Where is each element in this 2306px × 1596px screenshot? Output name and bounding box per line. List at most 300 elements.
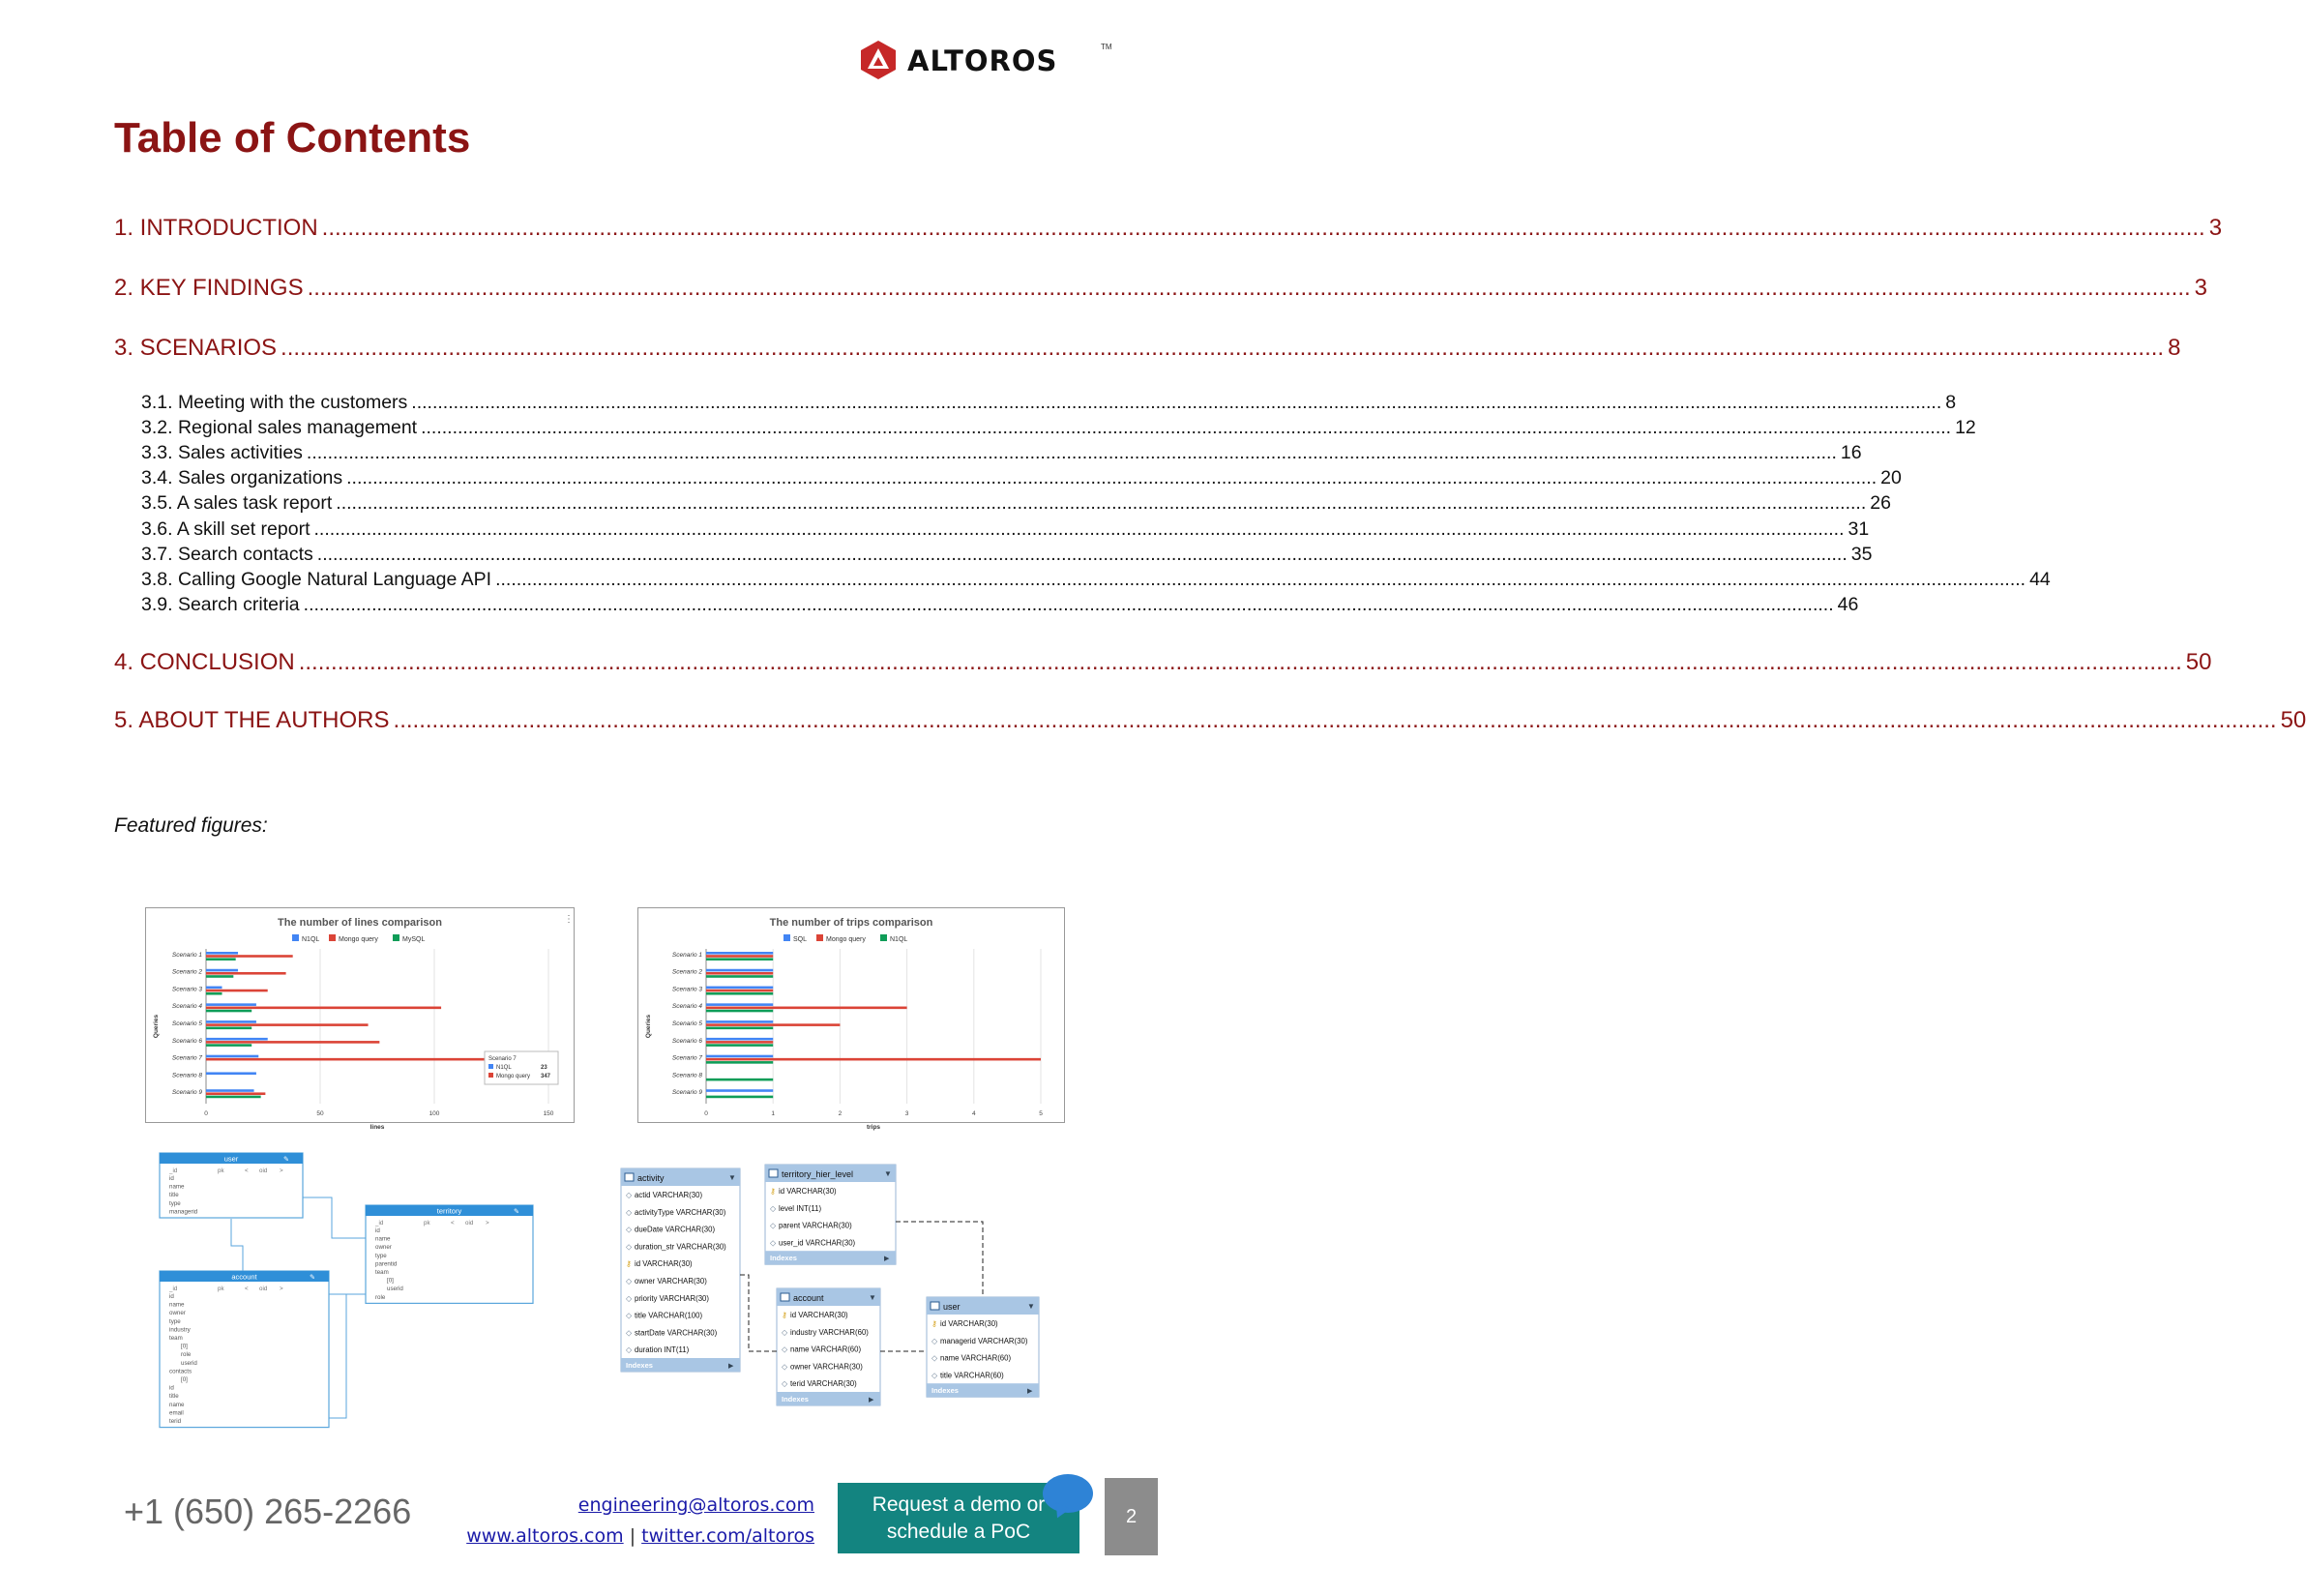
bar (706, 1023, 840, 1026)
chart-tooltip (485, 1051, 558, 1084)
bar (706, 952, 773, 955)
field-diamond-icon: ◇ (782, 1327, 788, 1337)
field-name: email (169, 1409, 184, 1417)
website-link[interactable]: www.altoros.com (466, 1525, 624, 1547)
column-header: oid (259, 1167, 268, 1174)
legend-label: MySQL (402, 936, 426, 943)
bar (706, 1055, 773, 1058)
document-model-diagram (160, 1149, 566, 1451)
x-tick-label: 50 (316, 1110, 324, 1117)
toc-entry-page: 44 (2029, 569, 2051, 590)
field-definition: dueDate VARCHAR(30) (635, 1225, 716, 1234)
user-document-table (160, 1153, 303, 1218)
dropdown-icon: ▼ (1027, 1302, 1035, 1311)
x-axis-label: trips (866, 1124, 881, 1131)
field-name: id (375, 1227, 380, 1234)
field-diamond-icon: ◇ (626, 1277, 633, 1286)
trips-comparison-chart (637, 907, 1065, 1131)
tooltip-row-name: Mongo query (496, 1074, 531, 1079)
toc-entry[interactable] (141, 492, 1891, 515)
table-title: activity (637, 1173, 665, 1183)
column-header: oid (259, 1286, 268, 1292)
bar (206, 1003, 256, 1006)
bar (206, 1027, 251, 1030)
legend-swatch (880, 934, 887, 941)
lines-comparison-chart-svg (146, 908, 574, 1131)
category-label: Scenario 7 (671, 1054, 702, 1062)
category-label: Scenario 6 (171, 1037, 202, 1045)
bar (706, 1003, 773, 1006)
dropdown-icon: ▼ (869, 1293, 876, 1302)
bar (206, 952, 238, 955)
legend-label: SQL (793, 936, 808, 943)
toc-leader-dots (308, 275, 2191, 302)
relation-line (329, 1294, 346, 1418)
field-name: [0] (181, 1343, 188, 1350)
toc-entry-page: 3 (2194, 275, 2208, 301)
field-name: owner (375, 1244, 392, 1252)
field-name: type (169, 1317, 181, 1325)
category-label: Scenario 5 (171, 1020, 202, 1027)
x-tick-label: 0 (204, 1110, 208, 1117)
field-name: title (169, 1192, 179, 1199)
field-definition: actid VARCHAR(30) (635, 1191, 703, 1199)
bar (706, 975, 773, 978)
toc-entry[interactable] (141, 442, 1862, 464)
territory_hier_level-sql-table (765, 1165, 896, 1264)
field-definition: activityType VARCHAR(30) (635, 1207, 726, 1217)
field-definition: terid VARCHAR(30) (790, 1379, 857, 1389)
field-diamond-icon: ◇ (626, 1311, 633, 1320)
field-name: name (169, 1183, 185, 1191)
category-label: Scenario 4 (671, 1003, 702, 1011)
field-diamond-icon: ◇ (931, 1336, 938, 1345)
legend-label: Mongo query (826, 936, 866, 943)
bar (706, 972, 773, 975)
account-document-table (160, 1271, 329, 1428)
column-header: < (245, 1286, 249, 1292)
relation-line (303, 1197, 366, 1238)
indexes-label: Indexes (770, 1254, 797, 1263)
indexes-label: Indexes (931, 1386, 959, 1396)
field-name: team (375, 1269, 389, 1276)
toc-leader-dots (314, 518, 1845, 541)
table-title: account (231, 1272, 257, 1282)
indexes-label: Indexes (782, 1395, 809, 1404)
field-diamond-icon: ◇ (782, 1345, 788, 1354)
field-definition: managerid VARCHAR(30) (940, 1336, 1028, 1345)
toc-entry-page: 16 (1840, 442, 1862, 463)
bar (706, 1020, 773, 1023)
toc-entry-page: 12 (1955, 417, 1976, 438)
legend-label: Mongo query (339, 936, 378, 943)
field-definition: parent VARCHAR(30) (779, 1221, 852, 1230)
page-title: Table of Contents (114, 114, 471, 162)
toc-entry-label: 3.4. Sales organizations (141, 467, 343, 488)
y-axis-label: Queries (645, 1014, 652, 1039)
tooltip-swatch (488, 1073, 493, 1078)
column-header: pk (424, 1220, 430, 1227)
field-definition: user_id VARCHAR(30) (779, 1238, 856, 1248)
toc-leader-dots (421, 417, 1951, 439)
bar (206, 1096, 261, 1099)
toc-entry-label: 3.6. A skill set report (141, 518, 310, 540)
field-diamond-icon: ◇ (931, 1371, 938, 1380)
bar (706, 958, 773, 961)
bar (706, 992, 773, 995)
toc-entry-page: 20 (1880, 467, 1902, 488)
toc-entry-page: 50 (2185, 649, 2212, 675)
legend-swatch (329, 934, 336, 941)
field-definition: level INT(11) (779, 1203, 822, 1213)
trademark-mark: TM (1101, 43, 1112, 51)
field-name: title (169, 1393, 179, 1401)
column-header: _id (169, 1286, 178, 1292)
field-name: type (169, 1199, 181, 1207)
field-definition: name VARCHAR(60) (940, 1353, 1012, 1363)
bar (206, 972, 286, 975)
bar (206, 992, 222, 995)
altoros-logo (857, 39, 1118, 81)
bar (706, 987, 773, 990)
bar (206, 955, 293, 958)
category-label: Scenario 4 (171, 1003, 202, 1011)
toc-entry-page: 8 (1945, 392, 1957, 413)
bar (206, 975, 233, 978)
link-separator: | (629, 1525, 636, 1547)
toc-leader-dots (317, 544, 1848, 566)
field-diamond-icon: ◇ (626, 1207, 633, 1217)
hexagon-logo-icon (857, 39, 900, 81)
category-label: Scenario 2 (171, 968, 202, 976)
more-menu-icon: ⋮ (564, 914, 574, 925)
toc-leader-dots (394, 707, 2277, 734)
y-axis-label: Queries (153, 1014, 160, 1039)
field-name: name (169, 1401, 185, 1408)
field-name: contacts (169, 1368, 192, 1375)
indexes-label: Indexes (626, 1361, 653, 1370)
field-definition: priority VARCHAR(30) (635, 1293, 709, 1303)
toc-entry-label: 3.2. Regional sales management (141, 417, 418, 438)
field-definition: industry VARCHAR(60) (790, 1327, 869, 1337)
bar (206, 1023, 369, 1026)
toc-entry[interactable] (114, 275, 2208, 302)
dropdown-icon: ▼ (728, 1173, 736, 1182)
field-name: terid (169, 1418, 182, 1425)
featured-figures-label: Featured figures: (114, 814, 268, 837)
bar (206, 1020, 256, 1023)
field-diamond-icon: ◇ (626, 1191, 633, 1199)
page-number: 2 (1105, 1478, 1158, 1555)
field-name: role (181, 1351, 192, 1359)
category-label: Scenario 3 (671, 986, 702, 993)
bar (706, 1044, 773, 1047)
field-name: owner (169, 1310, 186, 1317)
field-diamond-icon: ◇ (782, 1362, 788, 1372)
bar (706, 1061, 773, 1064)
bar (206, 1038, 268, 1041)
field-definition: duration_str VARCHAR(30) (635, 1242, 726, 1252)
field-definition: id VARCHAR(30) (635, 1259, 693, 1269)
field-name: industry (169, 1326, 191, 1334)
column-header: > (280, 1286, 283, 1292)
bar (206, 987, 222, 990)
field-name: userid (387, 1286, 403, 1293)
relation-line (231, 1219, 243, 1271)
column-header: pk (218, 1286, 224, 1292)
cta-line-1: Request a demo or (872, 1493, 1046, 1516)
expand-arrow-icon: ▶ (869, 1397, 874, 1404)
toc-entry-label: 4. CONCLUSION (114, 649, 295, 675)
edit-icon: ✎ (283, 1156, 289, 1164)
field-definition: owner VARCHAR(30) (635, 1277, 707, 1286)
field-definition: title VARCHAR(60) (940, 1371, 1004, 1380)
key-icon: ⚷ (770, 1187, 776, 1196)
toc-entry-label: 3.3. Sales activities (141, 442, 303, 463)
bar (706, 969, 773, 972)
x-tick-label: 150 (543, 1110, 554, 1117)
toc-leader-dots (281, 335, 2164, 362)
field-name: name (169, 1301, 185, 1309)
legend-swatch (292, 934, 299, 941)
toc-entry[interactable] (141, 417, 1976, 439)
tooltip-row-value: 347 (541, 1074, 551, 1079)
toc-entry[interactable] (114, 335, 2181, 362)
toc-entry-page: 3 (2208, 215, 2223, 241)
field-name: type (375, 1252, 387, 1259)
dropdown-icon: ▼ (884, 1169, 892, 1178)
category-label: Scenario 9 (671, 1089, 702, 1097)
brand-name: ALTOROS (907, 44, 1058, 77)
field-definition: name VARCHAR(60) (790, 1345, 862, 1354)
field-definition: owner VARCHAR(30) (790, 1362, 863, 1372)
x-tick-label: 5 (1039, 1110, 1043, 1117)
field-name: [0] (181, 1376, 188, 1383)
phone-number: +1 (650) 265-2266 (124, 1492, 412, 1531)
toc-leader-dots (411, 392, 1941, 414)
bar (206, 958, 236, 961)
legend-swatch (393, 934, 399, 941)
bar (206, 1007, 441, 1010)
bar (206, 1044, 251, 1047)
toc-entry-label: 3.5. A sales task report (141, 492, 333, 514)
activity-sql-table (621, 1168, 740, 1372)
territory-document-table (366, 1205, 533, 1303)
toc-entry-label: 3.8. Calling Google Natural Language API (141, 569, 492, 590)
field-name: role (375, 1293, 386, 1301)
bar (706, 1027, 773, 1030)
user-sql-table (927, 1297, 1039, 1397)
x-tick-label: 100 (429, 1110, 440, 1117)
field-diamond-icon: ◇ (626, 1225, 633, 1234)
field-name: id (169, 1175, 174, 1182)
email-link[interactable]: engineering@altoros.com (577, 1494, 814, 1516)
category-label: Scenario 1 (171, 951, 202, 959)
toc-entry-page: 8 (2168, 335, 2181, 361)
field-definition: id VARCHAR(30) (940, 1319, 998, 1328)
column-header: > (486, 1220, 489, 1227)
category-label: Scenario 1 (671, 951, 702, 959)
toc-entry-label: 2. KEY FINDINGS (114, 275, 304, 301)
bar (706, 1096, 773, 1099)
field-name: id (169, 1293, 174, 1300)
bar (206, 1092, 265, 1095)
bar (706, 955, 773, 958)
field-definition: title VARCHAR(100) (635, 1311, 703, 1320)
legend-label: N1QL (302, 936, 320, 943)
field-definition: duration INT(11) (635, 1345, 690, 1355)
table-icon (931, 1302, 939, 1310)
field-diamond-icon: ◇ (626, 1328, 633, 1338)
bar (706, 1058, 1041, 1061)
table-title: territory (436, 1206, 462, 1216)
toc-leader-dots (307, 442, 1837, 464)
tooltip-row-value: 23 (541, 1065, 547, 1071)
footer-links (426, 1490, 814, 1552)
x-tick-label: 4 (971, 1110, 976, 1117)
toc-leader-dots (346, 467, 1877, 489)
category-label: Scenario 3 (171, 986, 202, 993)
bar (206, 1010, 251, 1013)
legend-swatch (816, 934, 823, 941)
toc-entry[interactable] (141, 544, 1873, 566)
toc-entry-label: 3.1. Meeting with the customers (141, 392, 408, 413)
bar (206, 969, 238, 972)
category-label: Scenario 5 (671, 1020, 702, 1027)
tooltip-title: Scenario 7 (488, 1056, 517, 1062)
table-icon (781, 1293, 789, 1301)
column-header: _id (169, 1167, 178, 1174)
field-name: managerid (169, 1208, 198, 1216)
toc-entry-label: 3.9. Search criteria (141, 594, 300, 615)
toc-entry-label: 5. ABOUT THE AUTHORS (114, 707, 390, 733)
table-icon (769, 1169, 778, 1177)
key-icon: ⚷ (782, 1311, 787, 1319)
bar (206, 1055, 258, 1058)
toc-entry[interactable] (114, 707, 2306, 734)
edit-icon: ✎ (514, 1208, 519, 1216)
expand-arrow-icon: ▶ (884, 1256, 890, 1263)
toc-leader-dots (495, 569, 2025, 591)
category-label: Scenario 8 (671, 1072, 702, 1079)
bar (206, 990, 268, 992)
lines-comparison-chart (145, 907, 575, 1131)
edit-icon: ✎ (310, 1274, 315, 1282)
field-name: userid (181, 1359, 197, 1367)
bar (206, 1072, 256, 1075)
toc-leader-dots (336, 492, 1866, 515)
relationship-line (740, 1275, 777, 1351)
field-diamond-icon: ◇ (626, 1293, 633, 1303)
toc-entry-label: 3.7. Search contacts (141, 544, 313, 565)
toc-entry[interactable] (114, 649, 2212, 676)
field-name: id (169, 1384, 174, 1392)
bar (706, 1041, 773, 1044)
bar (706, 1038, 773, 1041)
tooltip-swatch (488, 1064, 493, 1069)
x-tick-label: 2 (838, 1110, 843, 1117)
legend-label: N1QL (890, 936, 908, 943)
chart-title: The number of lines comparison (278, 917, 442, 929)
table-title: user (223, 1154, 239, 1164)
field-diamond-icon: ◇ (770, 1238, 777, 1248)
toc-entry[interactable] (141, 594, 1859, 616)
column-header: < (451, 1220, 455, 1227)
account-sql-table (777, 1288, 880, 1405)
category-label: Scenario 6 (671, 1037, 702, 1045)
key-icon: ⚷ (931, 1319, 937, 1328)
bar (706, 1007, 907, 1010)
expand-arrow-icon: ▶ (1027, 1388, 1033, 1396)
toc-entry[interactable] (141, 569, 2051, 591)
field-name: name (375, 1235, 391, 1243)
toc-entry[interactable] (141, 518, 1870, 541)
field-diamond-icon: ◇ (770, 1221, 777, 1230)
twitter-link[interactable]: twitter.com/altoros (641, 1525, 814, 1547)
bar (206, 1089, 254, 1092)
x-tick-label: 1 (771, 1110, 776, 1117)
toc-entry-page: 50 (2280, 707, 2306, 733)
toc-leader-dots (299, 649, 2182, 676)
toc-entry[interactable] (114, 215, 2223, 242)
column-header: pk (218, 1167, 224, 1174)
toc-leader-dots (322, 215, 2205, 242)
expand-arrow-icon: ▶ (728, 1363, 734, 1370)
column-header: < (245, 1167, 249, 1174)
toc-entry-page: 35 (1850, 544, 1873, 565)
bar (706, 1089, 773, 1092)
field-diamond-icon: ◇ (782, 1379, 788, 1389)
toc-entry[interactable] (141, 467, 1902, 489)
category-label: Scenario 7 (171, 1054, 202, 1062)
column-header: oid (465, 1220, 474, 1227)
x-axis-label: lines (370, 1124, 385, 1131)
category-label: Scenario 9 (171, 1089, 202, 1097)
toc-entry[interactable] (141, 392, 1957, 414)
cta-line-2: schedule a PoC (886, 1520, 1031, 1543)
bar (706, 1079, 773, 1081)
toc-entry-label: 1. INTRODUCTION (114, 215, 318, 241)
table-icon (625, 1173, 634, 1181)
field-diamond-icon: ◇ (626, 1242, 633, 1252)
field-name: team (169, 1335, 183, 1342)
column-header: > (280, 1167, 283, 1174)
bar (706, 990, 773, 992)
field-diamond-icon: ◇ (931, 1353, 938, 1363)
field-definition: startDate VARCHAR(30) (635, 1328, 718, 1338)
category-label: Scenario 8 (171, 1072, 202, 1079)
toc-entry-label: 3. SCENARIOS (114, 335, 278, 361)
tooltip-row-name: N1QL (496, 1065, 512, 1071)
x-tick-label: 3 (904, 1110, 909, 1117)
toc-leader-dots (304, 594, 1834, 616)
key-icon: ⚷ (626, 1259, 632, 1269)
chat-bubble-icon[interactable] (1043, 1474, 1093, 1513)
chart-title: The number of trips comparison (769, 917, 933, 929)
field-diamond-icon: ◇ (626, 1345, 633, 1355)
toc-entry-page: 46 (1837, 594, 1859, 615)
column-header: _id (375, 1220, 384, 1227)
bar (206, 1041, 379, 1044)
x-tick-label: 0 (704, 1110, 708, 1117)
field-definition: id VARCHAR(30) (790, 1311, 848, 1319)
field-diamond-icon: ◇ (770, 1203, 777, 1213)
field-definition: id VARCHAR(30) (779, 1187, 837, 1196)
table-title: territory_hier_level (782, 1169, 854, 1179)
table-title: account (793, 1293, 824, 1303)
category-label: Scenario 2 (671, 968, 702, 976)
toc-entry-page: 26 (1870, 492, 1891, 514)
